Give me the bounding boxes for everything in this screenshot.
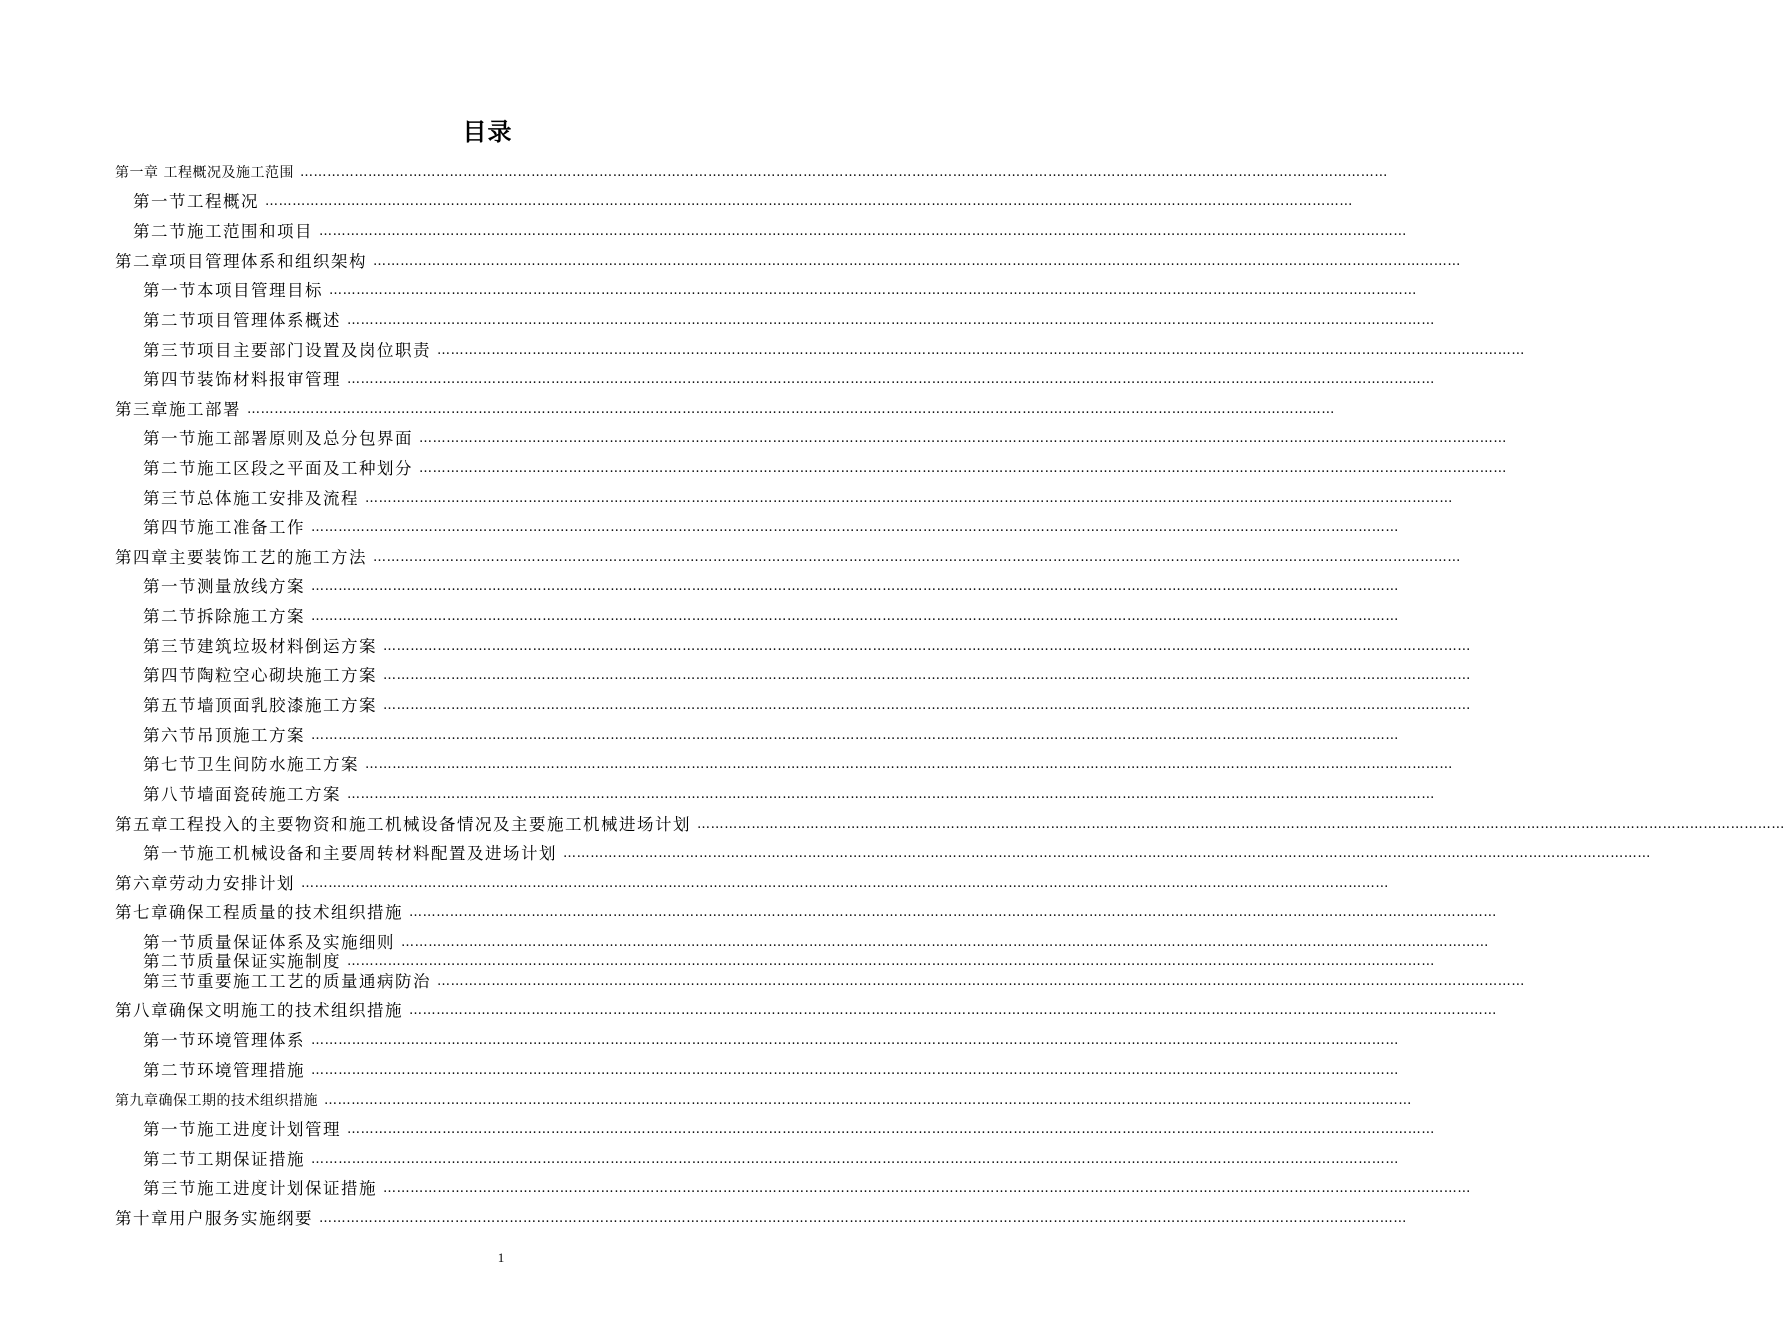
- toc-leader-dots: ……………………………………………………………………………………………………………………………………………………………………………………………………………………: [299, 165, 1388, 180]
- toc-entry: [143, 636, 1471, 658]
- toc-entry: [143, 517, 1399, 539]
- toc-leader-dots: ……………………………………………………………………………………………………………………………………………………………………………………………………………………: [409, 905, 1497, 920]
- toc-leader-dots: ……………………………………………………………………………………………………………………………………………………………………………………………………………………: [319, 1211, 1407, 1226]
- toc-leader-dots: ……………………………………………………………………………………………………………………………………………………………………………………………………………………: [247, 402, 1335, 417]
- toc-entry: [143, 754, 1453, 776]
- toc-leader-dots: ……………………………………………………………………………………………………………………………………………………………………………………………………………………: [347, 787, 1435, 802]
- toc-entry: [115, 814, 1785, 836]
- toc-leader-dots: ……………………………………………………………………………………………………………………………………………………………………………………………………………………: [437, 343, 1525, 358]
- toc-entry: [143, 1060, 1399, 1082]
- toc-entry-title: 第五章工程投入的主要物资和施工机械设备情况及主要施工机械进场计划: [115, 815, 691, 834]
- toc-leader-dots: ……………………………………………………………………………………………………………………………………………………………………………………………………………………: [324, 1093, 1412, 1108]
- toc-entry-title: 第三节重要施工工艺的质量通病防治: [143, 972, 431, 991]
- toc-leader-dots: ……………………………………………………………………………………………………………………………………………………………………………………………………………………: [401, 935, 1489, 950]
- toc-entry: [143, 576, 1399, 598]
- toc-entry-title: 第一节施工机械设备和主要周转材料配置及进场计划: [143, 844, 557, 863]
- toc-entry: [115, 873, 1389, 895]
- toc-leader-dots: ……………………………………………………………………………………………………………………………………………………………………………………………………………………: [437, 974, 1525, 989]
- toc-entry-title: 第二章项目管理体系和组织架构: [115, 252, 367, 271]
- toc-leader-dots: ……………………………………………………………………………………………………………………………………………………………………………………………………………………: [311, 728, 1399, 743]
- toc-entry-title: 第二节环境管理措施: [143, 1061, 305, 1080]
- toc-leader-dots: ……………………………………………………………………………………………………………………………………………………………………………………………………………………: [347, 313, 1435, 328]
- toc-entry: [143, 606, 1399, 628]
- page-number: 1: [497, 1250, 505, 1265]
- toc-entry-title: 第一节本项目管理目标: [143, 281, 323, 300]
- toc-entry: [143, 1030, 1399, 1052]
- toc-entry-title: 第一节施工进度计划管理: [143, 1120, 341, 1139]
- toc-entry: [115, 162, 1388, 184]
- toc-entry: [143, 951, 1435, 973]
- toc-entry-title: 第七章确保工程质量的技术组织措施: [115, 903, 403, 922]
- toc-leader-dots: ……………………………………………………………………………………………………………………………………………………………………………………………………………………: [383, 1181, 1471, 1196]
- toc-entry: [115, 1000, 1497, 1022]
- toc-entry: [115, 1208, 1407, 1230]
- toc-leader-dots: ……………………………………………………………………………………………………………………………………………………………………………………………………………………: [347, 954, 1435, 969]
- toc-leader-dots: ……………………………………………………………………………………………………………………………………………………………………………………………………………………: [419, 461, 1507, 476]
- toc-entry-title: 第二节施工范围和项目: [133, 222, 313, 241]
- toc-leader-dots: ……………………………………………………………………………………………………………………………………………………………………………………………………………………: [383, 668, 1471, 683]
- toc-entry: [143, 784, 1435, 806]
- toc-entry: [143, 1119, 1435, 1141]
- toc-entry: [115, 547, 1461, 569]
- toc-leader-dots: ……………………………………………………………………………………………………………………………………………………………………………………………………………………: [365, 757, 1453, 772]
- toc-entry-title: 第三节施工进度计划保证措施: [143, 1179, 377, 1198]
- toc-entry-title: 第五节墙顶面乳胶漆施工方案: [143, 696, 377, 715]
- toc-leader-dots: ……………………………………………………………………………………………………………………………………………………………………………………………………………………: [311, 1063, 1399, 1078]
- toc-entry: [143, 1149, 1399, 1171]
- toc-leader-dots: ……………………………………………………………………………………………………………………………………………………………………………………………………………………: [365, 491, 1453, 506]
- toc-entry-title: 第二节质量保证实施制度: [143, 952, 341, 971]
- toc-entry-title: 第二节工期保证措施: [143, 1150, 305, 1169]
- toc-leader-dots: ……………………………………………………………………………………………………………………………………………………………………………………………………………………: [563, 846, 1651, 861]
- toc-leader-dots: ……………………………………………………………………………………………………………………………………………………………………………………………………………………: [311, 1152, 1399, 1167]
- toc-entry-title: 第三节建筑垃圾材料倒运方案: [143, 637, 377, 656]
- toc-leader-dots: ……………………………………………………………………………………………………………………………………………………………………………………………………………………: [347, 372, 1435, 387]
- toc-entry-title: 第八章确保文明施工的技术组织措施: [115, 1001, 403, 1020]
- toc-entry-title: 第八节墙面瓷砖施工方案: [143, 785, 341, 804]
- toc-entry: [143, 695, 1471, 717]
- toc-leader-dots: ……………………………………………………………………………………………………………………………………………………………………………………………………………………: [419, 431, 1507, 446]
- toc-leader-dots: ……………………………………………………………………………………………………………………………………………………………………………………………………………………: [311, 520, 1399, 535]
- toc-leader-dots: ……………………………………………………………………………………………………………………………………………………………………………………………………………………: [373, 550, 1461, 565]
- toc-leader-dots: ……………………………………………………………………………………………………………………………………………………………………………………………………………………: [383, 698, 1471, 713]
- toc-leader-dots: ……………………………………………………………………………………………………………………………………………………………………………………………………………………: [383, 639, 1471, 654]
- toc-entry: [143, 428, 1507, 450]
- toc-entry-title: 第一节环境管理体系: [143, 1031, 305, 1050]
- toc-entry-title: 第四节装饰材料报审管理: [143, 370, 341, 389]
- toc-entry-title: 第一节工程概况: [133, 192, 259, 211]
- toc-entry: [143, 458, 1507, 480]
- toc-entry-title: 第六章劳动力安排计划: [115, 874, 295, 893]
- toc-entry-title: 第二节拆除施工方案: [143, 607, 305, 626]
- toc-leader-dots: ……………………………………………………………………………………………………………………………………………………………………………………………………………………: [319, 224, 1407, 239]
- toc-entry: [115, 251, 1461, 273]
- toc-entry-title: 第二节施工区段之平面及工种划分: [143, 459, 413, 478]
- toc-leader-dots: ……………………………………………………………………………………………………………………………………………………………………………………………………………………: [329, 283, 1417, 298]
- toc-leader-dots: ……………………………………………………………………………………………………………………………………………………………………………………………………………………: [373, 254, 1461, 269]
- toc-leader-dots: ……………………………………………………………………………………………………………………………………………………………………………………………………………………: [301, 876, 1389, 891]
- toc-entry-title: 第二节项目管理体系概述: [143, 311, 341, 330]
- toc-entry-title: 第三节项目主要部门设置及岗位职责: [143, 341, 431, 360]
- toc-entry: [115, 399, 1335, 421]
- toc-entry: [143, 843, 1651, 865]
- toc-entry: [115, 1090, 1412, 1112]
- toc-entry-title: 第四节陶粒空心砌块施工方案: [143, 666, 377, 685]
- toc-leader-dots: ……………………………………………………………………………………………………………………………………………………………………………………………………………………: [265, 194, 1353, 209]
- toc-entry-title: 第七节卫生间防水施工方案: [143, 755, 359, 774]
- toc-entry-title: 第一节测量放线方案: [143, 577, 305, 596]
- toc-entry-title: 第一节质量保证体系及实施细则: [143, 933, 395, 952]
- toc-entry: [143, 369, 1435, 391]
- toc-entry: [143, 310, 1435, 332]
- toc-entry: [143, 1178, 1471, 1200]
- toc-entry: [143, 665, 1471, 687]
- toc-entry-title: 第六节吊顶施工方案: [143, 726, 305, 745]
- toc-entry-title: 第四章主要装饰工艺的施工方法: [115, 548, 367, 567]
- toc-entry: [143, 971, 1525, 993]
- toc-leader-dots: ……………………………………………………………………………………………………………………………………………………………………………………………………………………: [697, 817, 1785, 832]
- toc-entry-title: 第一章 工程概况及施工范围: [115, 165, 294, 181]
- toc-entry-title: 第一节施工部署原则及总分包界面: [143, 429, 413, 448]
- toc-leader-dots: ……………………………………………………………………………………………………………………………………………………………………………………………………………………: [347, 1122, 1435, 1137]
- toc-entry-title: 第四节施工准备工作: [143, 518, 305, 537]
- toc-entry-title: 第三节总体施工安排及流程: [143, 489, 359, 508]
- toc-leader-dots: ……………………………………………………………………………………………………………………………………………………………………………………………………………………: [311, 609, 1399, 624]
- toc-leader-dots: ……………………………………………………………………………………………………………………………………………………………………………………………………………………: [311, 1033, 1399, 1048]
- page-title: 目录: [462, 118, 513, 146]
- toc-entry: [143, 725, 1399, 747]
- toc-entry-title: 第十章用户服务实施纲要: [115, 1209, 313, 1228]
- toc-entry-title: 第三章施工部署: [115, 400, 241, 419]
- toc-entry: [115, 902, 1497, 924]
- toc-entry-title: 第九章确保工期的技术组织措施: [115, 1093, 318, 1109]
- toc-entry: [143, 488, 1453, 510]
- toc-leader-dots: ……………………………………………………………………………………………………………………………………………………………………………………………………………………: [409, 1003, 1497, 1018]
- toc-entry: [133, 221, 1407, 243]
- toc-leader-dots: ……………………………………………………………………………………………………………………………………………………………………………………………………………………: [311, 579, 1399, 594]
- toc-entry: [133, 191, 1353, 213]
- toc-entry: [143, 280, 1417, 302]
- toc-entry: [143, 340, 1525, 362]
